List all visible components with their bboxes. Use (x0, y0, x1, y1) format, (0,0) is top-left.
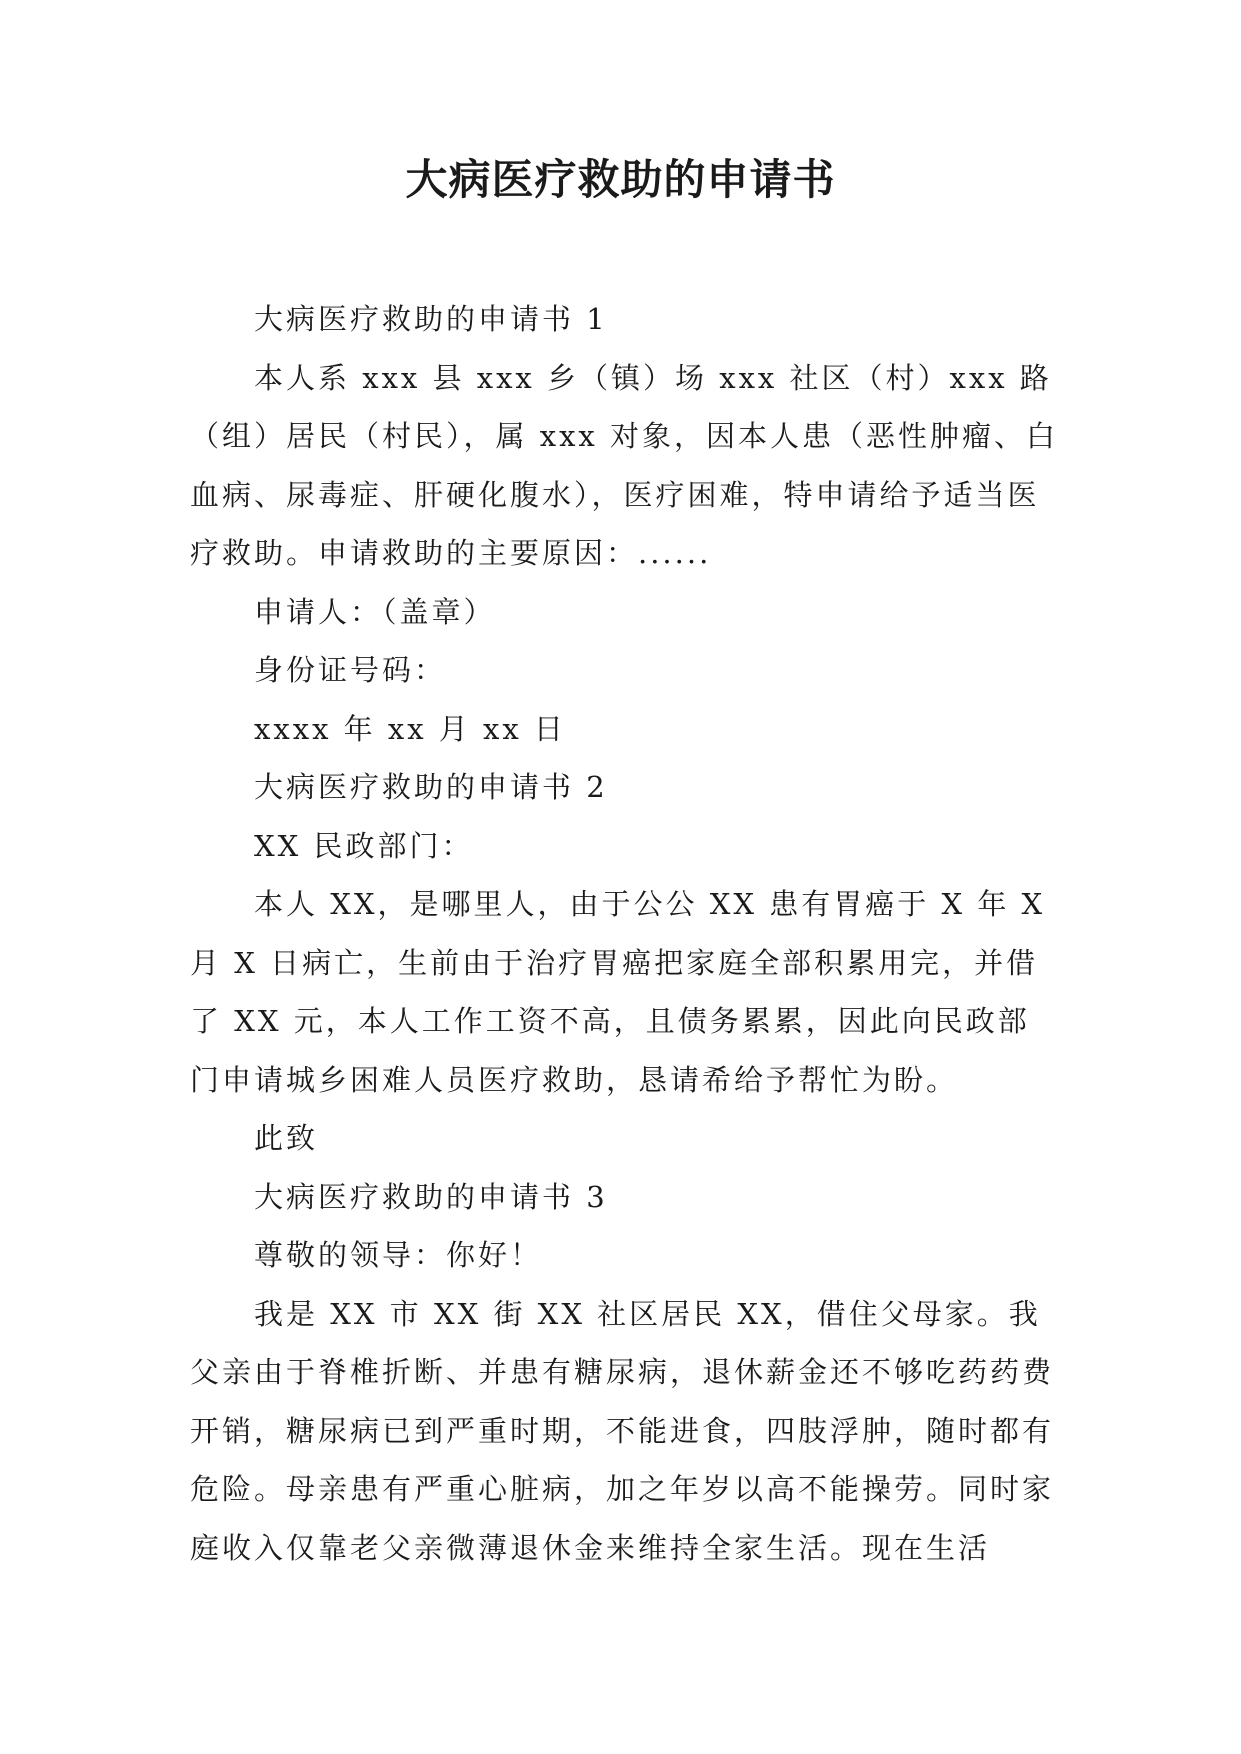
application-paragraph-2: 本人 XX，是哪里人，由于公公 XX 患有胃癌于 X 年 X 月 X 日病亡，生前由于治疗胃癌把家庭全部积累用完，并借了 XX 元，本人工作工资不高，且债务累累，因此向民政部门申请城乡困难人员医疗救助，恳请希给予帮忙为盼。 (190, 887, 1046, 1097)
id-number-line: 身份证号码： (254, 653, 447, 687)
section-heading-1: 大病医疗救助的申请书 1 (254, 302, 608, 336)
document-title: 大病医疗救助的申请书 (405, 155, 836, 204)
application-paragraph-3: 我是 XX 市 XX 街 XX 社区居民 XX，借住父母家。我父亲由于脊椎折断、并患有糖尿病，退休薪金还不够吃药药费开销，糖尿病已到严重时期，不能进食，四肢浮肿，随时都有危险。母亲患有严重心脏病，加之年岁以高不能操劳。同时家庭收入仅靠老父亲微薄退休金来维持全家生活。现在生活 (190, 1296, 1055, 1565)
application-paragraph-1: 本人系 xxx 县 xxx 乡（镇）场 xxx 社区（村）xxx 路（组）居民（村民），属 xxx 对象，因本人患（恶性肿瘤、白血病、尿毒症、肝硬化腹水），医疗困难，特申请给予适当医疗救助。申请救助的主要原因：...... (190, 360, 1059, 570)
section-heading-2: 大病医疗救助的申请书 2 (254, 770, 608, 804)
date-line: xxxx 年 xx 月 xx 日 (254, 711, 566, 746)
applicant-signature-line: 申请人：（盖章） (254, 594, 496, 629)
document-body (190, 290, 1060, 1577)
salutation-line: 尊敬的领导：你好！ (254, 1238, 543, 1272)
closing-line: 此致 (254, 1121, 319, 1155)
addressee-line: XX 民政部门： (254, 828, 474, 863)
section-heading-3: 大病医疗救助的申请书 3 (254, 1179, 608, 1214)
